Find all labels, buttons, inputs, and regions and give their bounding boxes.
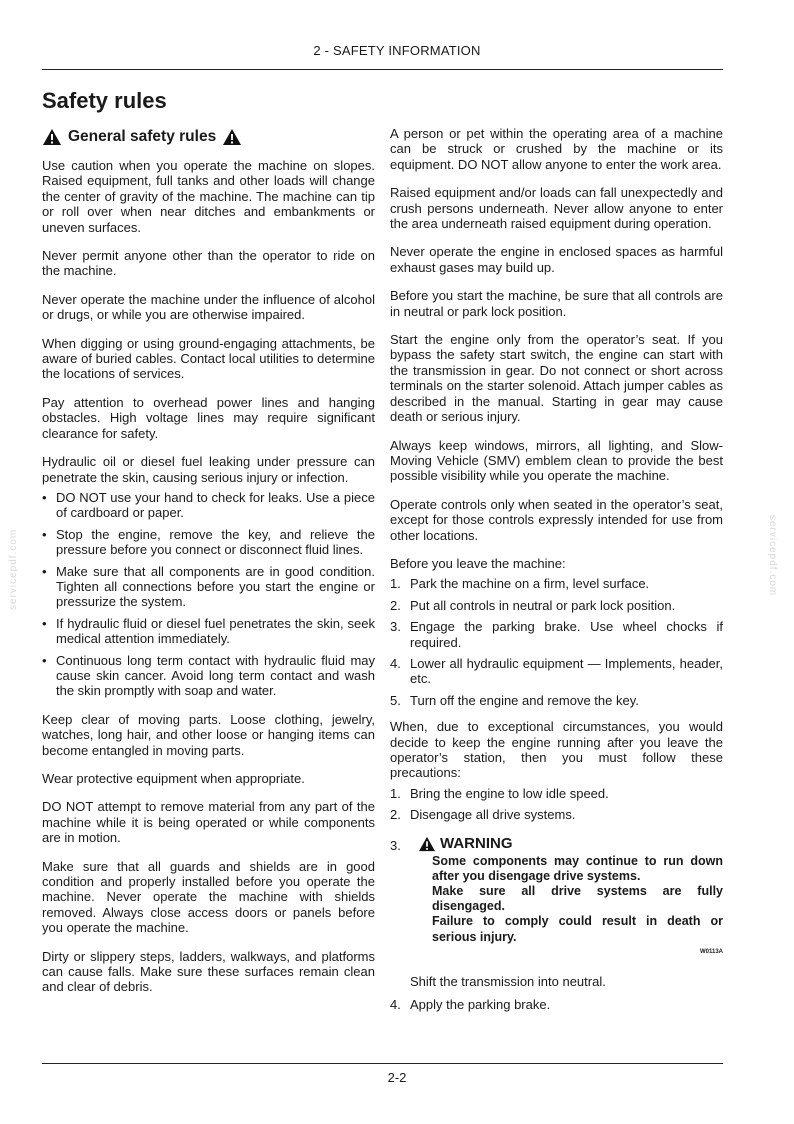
paragraph: DO NOT attempt to remove material from any part of the machine while it is being operated or while components are in motion.: [42, 799, 375, 846]
paragraph: When, due to exceptional circumstances, you would decide to keep the engine running after you leave the operator’s station, then you must follow these precautions:: [390, 719, 723, 781]
section-heading-text: General safety rules: [68, 128, 217, 146]
warning-triangle-icon: [42, 128, 62, 146]
paragraph: Keep clear of moving parts. Loose clothing, jewelry, watches, long hair, and other loose or hanging items can become entangled in moving parts.: [42, 711, 375, 758]
warning-heading: [418, 834, 723, 854]
page-number: 2-2: [387, 1070, 407, 1085]
list-item: • Stop the engine, remove the key, and relieve the pressure before you connect or disconnect fluid lines.: [42, 526, 375, 558]
paragraph: Dirty or slippery steps, ladders, walkways, and platforms can cause falls. Make sure these surfaces remain clean and clear of debris.: [42, 948, 375, 995]
warning-triangle-icon: [222, 128, 242, 146]
paragraph: Hydraulic oil or diesel fuel leaking under pressure can penetrate the skin, causing serious injury or infection.: [42, 454, 375, 485]
list-item: 2. Put all controls in neutral or park lock position.: [390, 597, 676, 613]
list-item: • Make sure that all components are in good condition. Tighten all connections before you start the engine or pressurize the system.: [42, 563, 375, 610]
run-steps-list: [390, 786, 723, 823]
paragraph: Make sure that all guards and shields are in good condition and properly installed before you operate the machine. Never operate the machine with shields removed. Always close access doors or panels before you operate the machine.: [42, 858, 375, 936]
list-item: • If hydraulic fluid or diesel fuel penetrates the skin, seek medical attention immediately.: [42, 615, 375, 647]
warning-block: 3. WARNING Some components may continue to run down after you disengage drive systems. Make sure all drive systems are fully disengaged. Failure to comply could result in death or serious injury. W0113A: [390, 834, 723, 960]
section-heading: [42, 126, 375, 148]
list-item: 4. Apply the parking brake.: [390, 997, 551, 1013]
paragraph: When digging or using ground-engaging attachments, be aware of buried cables. Contact local utilities to determine the locations of services.: [42, 335, 375, 382]
list-item: 1. Bring the engine to low idle speed.: [390, 785, 609, 801]
header-rule: [42, 69, 723, 70]
watermark-left: servicepdf.com: [8, 528, 19, 610]
paragraph: Raised equipment and/or loads can fall unexpectedly and crush persons underneath. Never allow anyone to enter the area underneath raised equipment during operation.: [390, 185, 723, 232]
warning-text: [432, 854, 723, 960]
list-item: • DO NOT use your hand to check for leaks. Use a piece of cardboard or paper.: [42, 489, 375, 521]
paragraph: Before you leave the machine:: [390, 555, 566, 571]
paragraph: Always keep windows, mirrors, all lighting, and Slow-Moving Vehicle (SMV) emblem clean to provide the best possible visibility while you operate the machine.: [390, 437, 723, 484]
warning-label: WARNING: [440, 834, 513, 852]
page-title: Safety rules: [42, 88, 167, 113]
paragraph: Operate controls only when seated in the operator’s seat, except for those controls expressly intended for use from other locations.: [390, 496, 723, 543]
paragraph: A person or pet within the operating area of a machine can be struck or crushed by the machine or its equipment. DO NOT allow anyone to enter the work area.: [390, 126, 723, 172]
watermark-right: servicepdf.com: [767, 515, 778, 597]
list-item: 4. Lower all hydraulic equipment — Implements, header, etc.: [390, 655, 723, 687]
list-item: 2. Disengage all drive systems.: [390, 807, 576, 823]
final-step-list: [390, 997, 723, 1012]
warning-line: Some components may continue to run down after you disengage drive systems.: [432, 853, 723, 883]
list-item: 1. Park the machine on a firm, level surface.: [390, 576, 650, 592]
paragraph: Wear protective equipment when appropriate.: [42, 771, 305, 786]
paragraph: Pay attention to overhead power lines and hanging obstacles. High voltage lines may require significant clearance for safety.: [42, 394, 375, 441]
warning-code: W0113A: [699, 948, 723, 955]
list-item: 5. Turn off the engine and remove the key.: [390, 692, 639, 708]
right-column: [390, 126, 723, 1024]
warning-line: Make sure all drive systems are fully disengaged.: [432, 884, 723, 914]
paragraph: Never operate the engine in enclosed spaces as harmful exhaust gases may build up.: [390, 244, 723, 275]
page-header: 2 - SAFETY INFORMATION: [313, 43, 481, 58]
list-item: 3. Engage the parking brake. Use wheel chocks if required.: [390, 619, 723, 650]
paragraph: Before you start the machine, be sure that all controls are in neutral or park lock position.: [390, 288, 723, 319]
leave-steps-list: [390, 576, 723, 708]
left-column: [42, 126, 375, 1008]
shift-instruction: Shift the transmission into neutral.: [410, 974, 606, 990]
paragraph: Use caution when you operate the machine on slopes. Raised equipment, full tanks and other loads will change the center of gravity of the machine. The machine can tip or roll over when near ditches and embankments or uneven surfaces.: [42, 158, 375, 235]
list-item: • Continuous long term contact with hydraulic fluid may cause skin cancer. Avoid long term contact and wash the skin promptly with soap and water.: [42, 652, 375, 699]
bullet-list: [42, 490, 375, 699]
footer-rule: [42, 1063, 723, 1064]
warning-triangle-icon: [418, 836, 436, 852]
paragraph: Never permit anyone other than the operator to ride on the machine.: [42, 248, 375, 279]
paragraph: Never operate the machine under the influence of alcohol or drugs, or while you are otherwise impaired.: [42, 291, 375, 323]
paragraph: Start the engine only from the operator’s seat. If you bypass the safety start switch, the engine can start with the transmission in gear. Do not connect or short across terminals on the starter solenoid. Attach jumper cables as described in the manual. Starting in gear may cause death or serious injury.: [390, 332, 723, 425]
warning-line: Failure to comply could result in death or serious injury.: [432, 914, 723, 944]
